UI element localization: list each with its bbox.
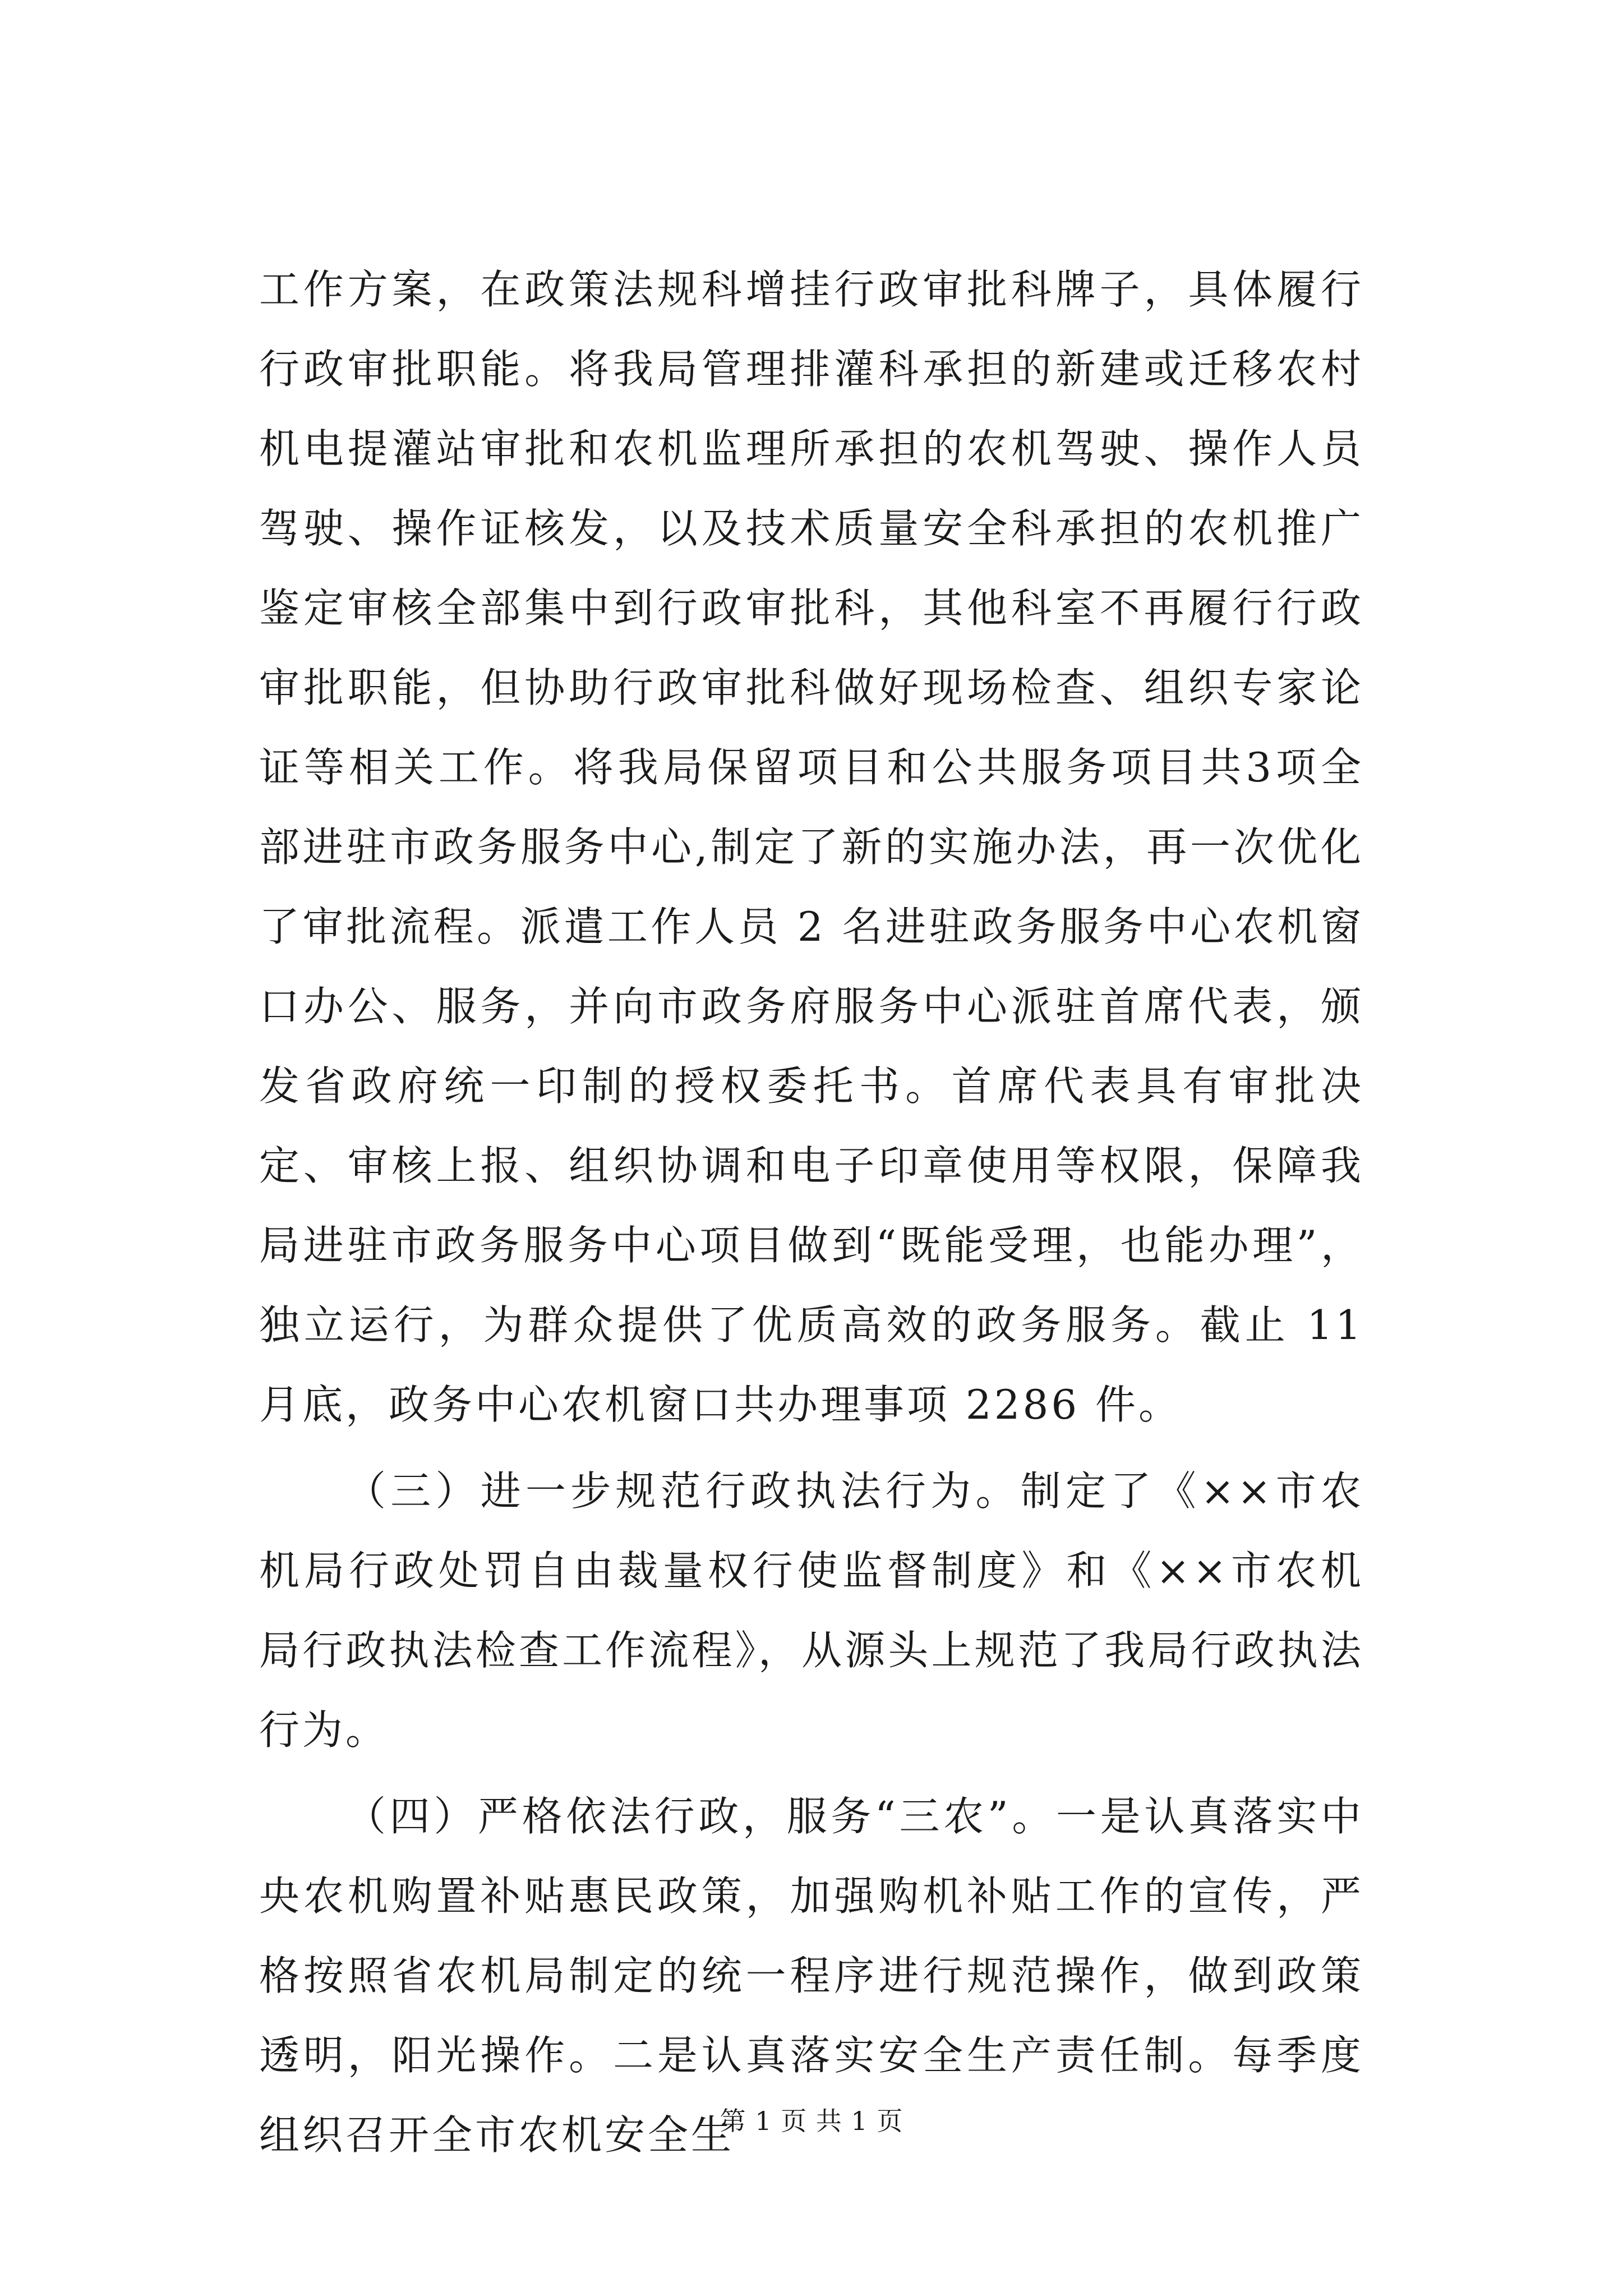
document-body xyxy=(259,250,1364,2175)
page-number-footer: 第 1 页 共 1 页 xyxy=(720,2106,903,2136)
paragraph-administrative-approval: 工作方案，在政策法规科增挂行政审批科牌子，具体履行行政审批职能。将我局管理排灌科承担的新建或迁移农村机电提灌站审批和农机监理所承担的农机驾驶、操作人员驾驶、操作证核发，以及技术质量安全科承担的农机推广鉴定审核全部集中到行政审批科，其他科室不再履行行政审批职能，但协助行政审批科做好现场检查、组织专家论证等相关工作。将我局保留项目和公共服务项目共3项全部进驻市政务服务中心,制定了新的实施办法，再一次优化了审批流程。派遣工作人员 2 名进驻政务服务中心农机窗口办公、服务，并向市政务府服务中心派驻首席代表，颁发省政府统一印制的授权委托书。首席代表具有审批决定、审核上报、组织协调和电子印章使用等权限，保障我局进驻市政务服务中心项目做到“既能受理，也能办理”，独立运行，为群众提供了优质高效的政务服务。截止 11 月底，政务中心农机窗口共办理事项 2286 件。 xyxy=(259,266,1364,1428)
paragraph-standardize-enforcement: （三）进一步规范行政执法行为。制定了《××市农机局行政处罚自由裁量权行使监督制度》和《××市农机局行政执法检查工作流程》，从源头上规范了我局行政执法行为。 xyxy=(259,1467,1364,1754)
paragraph-serve-agriculture: （四）严格依法行政，服务“三农”。一是认真落实中央农机购置补贴惠民政策，加强购机补贴工作的宣传，严格按照省农机局制定的统一程序进行规范操作，做到政策透明，阳光操作。二是认真落实安全生产责任制。每季度组织召开全市农机安全生 xyxy=(259,1793,1364,2159)
